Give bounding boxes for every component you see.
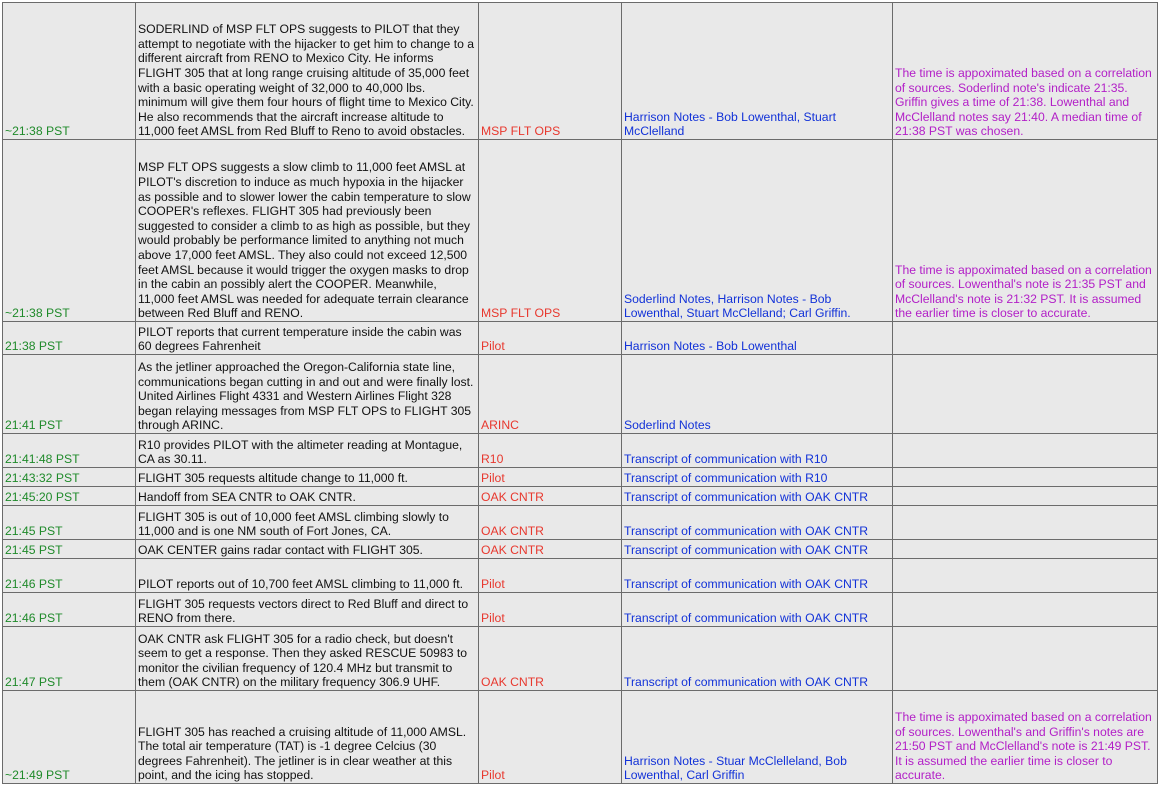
time-cell[interactable]: 21:46 PST	[3, 559, 136, 593]
source-cell[interactable]: Pilot	[479, 468, 622, 487]
reference-cell[interactable]: Transcript of communication with R10	[622, 468, 893, 487]
event-cell[interactable]: MSP FLT OPS suggests a slow climb to 11,000 feet AMSL at PILOT's discretion to induce as much hypoxia in the hijacker as possible and to slower lower the cabin temperature to slow COOPER's reflexes. FLIGHT 305 had previously been suggested to consider a climb to as high as possible, but they would probably be performance limited to anything not much above 17,000 feet AMSL. They also could not exceed 12,500 feet AMSL because it would trigger the oxygen masks to drop in the cabin an possibly alert the COOPER. Meanwhile, 11,000 feet AMSL was needed for adequate terrain clearance between Red Bluff and RENO.	[136, 140, 479, 322]
reference-cell[interactable]: Harrison Notes - Bob Lowenthal, Stuart McClelland	[622, 3, 893, 140]
note-cell[interactable]	[893, 559, 1158, 593]
event-cell[interactable]: Handoff from SEA CNTR to OAK CNTR.	[136, 487, 479, 506]
source-cell[interactable]: ARINC	[479, 355, 622, 434]
source-cell[interactable]: MSP FLT OPS	[479, 3, 622, 140]
reference-cell[interactable]: Harrison Notes - Bob Lowenthal	[622, 322, 893, 355]
reference-cell[interactable]: Transcript of communication with OAK CNTR	[622, 506, 893, 540]
time-cell[interactable]: ~21:38 PST	[3, 140, 136, 322]
time-cell[interactable]: 21:38 PST	[3, 322, 136, 355]
event-cell[interactable]: FLIGHT 305 requests altitude change to 11,000 ft.	[136, 468, 479, 487]
time-cell[interactable]: 21:45 PST	[3, 540, 136, 559]
time-cell[interactable]: 21:41:48 PST	[3, 434, 136, 468]
table-row	[3, 140, 1158, 322]
reference-cell[interactable]: Transcript of communication with OAK CNTR	[622, 487, 893, 506]
source-cell[interactable]: MSP FLT OPS	[479, 140, 622, 322]
table-row	[3, 487, 1158, 506]
source-cell[interactable]: R10	[479, 434, 622, 468]
note-cell[interactable]	[893, 355, 1158, 434]
event-cell[interactable]: OAK CENTER gains radar contact with FLIGHT 305.	[136, 540, 479, 559]
table-row	[3, 468, 1158, 487]
table-row	[3, 627, 1158, 691]
table-row	[3, 691, 1158, 784]
note-cell[interactable]	[893, 322, 1158, 355]
timeline-table	[2, 2, 1158, 784]
reference-cell[interactable]: Transcript of communication with OAK CNTR	[622, 540, 893, 559]
reference-cell[interactable]: Transcript of communication with OAK CNTR	[622, 559, 893, 593]
note-cell[interactable]	[893, 627, 1158, 691]
table-row	[3, 593, 1158, 627]
source-cell[interactable]: OAK CNTR	[479, 627, 622, 691]
time-cell[interactable]: 21:41 PST	[3, 355, 136, 434]
table-row	[3, 540, 1158, 559]
event-cell[interactable]: PILOT reports that current temperature inside the cabin was 60 degrees Fahrenheit	[136, 322, 479, 355]
note-cell[interactable]	[893, 540, 1158, 559]
event-cell[interactable]: FLIGHT 305 requests vectors direct to Red Bluff and direct to RENO from there.	[136, 593, 479, 627]
table-row	[3, 3, 1158, 140]
reference-cell[interactable]: Soderlind Notes, Harrison Notes - Bob Lowenthal, Stuart McClelland; Carl Griffin.	[622, 140, 893, 322]
source-cell[interactable]: OAK CNTR	[479, 506, 622, 540]
reference-cell[interactable]: Transcript of communication with OAK CNTR	[622, 593, 893, 627]
reference-cell[interactable]: Soderlind Notes	[622, 355, 893, 434]
event-cell[interactable]: R10 provides PILOT with the altimeter reading at Montague, CA as 30.11.	[136, 434, 479, 468]
time-cell[interactable]: ~21:38 PST	[3, 3, 136, 140]
note-cell[interactable]: The time is appoximated based on a correlation of sources. Lowenthal's note is 21:35 PST and McClelland's note is 21:32 PST. It is assumed the earlier time is closer to accurate.	[893, 140, 1158, 322]
reference-cell[interactable]: Transcript of communication with OAK CNTR	[622, 627, 893, 691]
event-cell[interactable]: As the jetliner approached the Oregon-California state line, communications began cutting in and out and were finally lost. United Airlines Flight 4331 and Western Airlines Flight 328 began relaying messages from MSP FLT OPS to FLIGHT 305 through ARINC.	[136, 355, 479, 434]
table-row	[3, 322, 1158, 355]
event-cell[interactable]: FLIGHT 305 has reached a cruising altitude of 11,000 AMSL. The total air temperature (TAT) is -1 degree Celcius (30 degrees Fahrenheit). The jetliner is in clear weather at this point, and the icing has stopped.	[136, 691, 479, 784]
time-cell[interactable]: 21:46 PST	[3, 593, 136, 627]
time-cell[interactable]: ~21:49 PST	[3, 691, 136, 784]
event-cell[interactable]: SODERLIND of MSP FLT OPS suggests to PILOT that they attempt to negotiate with the hijacker to get him to change to a different aircraft from RENO to Mexico City. He informs FLIGHT 305 that at long range cruising altitude of 35,000 feet with a basic operating weight of 32,000 to 40,000 lbs. minimum will give them four hours of flight time to Mexico City. He also recommends that the aircraft increase altitude to 11,000 feet AMSL from Red Bluff to Reno to avoid obstacles.	[136, 3, 479, 140]
table-row	[3, 506, 1158, 540]
source-cell[interactable]: OAK CNTR	[479, 540, 622, 559]
event-cell[interactable]: PILOT reports out of 10,700 feet AMSL climbing to 11,000 ft.	[136, 559, 479, 593]
reference-cell[interactable]: Transcript of communication with R10	[622, 434, 893, 468]
note-cell[interactable]	[893, 487, 1158, 506]
time-cell[interactable]: 21:45:20 PST	[3, 487, 136, 506]
note-cell[interactable]	[893, 468, 1158, 487]
note-cell[interactable]	[893, 434, 1158, 468]
time-cell[interactable]: 21:45 PST	[3, 506, 136, 540]
time-cell[interactable]: 21:47 PST	[3, 627, 136, 691]
note-cell[interactable]: The time is appoximated based on a correlation of sources. Lowenthal's and Griffin's notes are 21:50 PST and McClelland's note is 21:49 PST. It is assumed the earlier time is closer to accurate.	[893, 691, 1158, 784]
source-cell[interactable]: Pilot	[479, 593, 622, 627]
time-cell[interactable]: 21:43:32 PST	[3, 468, 136, 487]
reference-cell[interactable]: Harrison Notes - Stuar McClelleland, Bob Lowenthal, Carl Griffin	[622, 691, 893, 784]
event-cell[interactable]: FLIGHT 305 is out of 10,000 feet AMSL climbing slowly to 11,000 and is one NM south of Fort Jones, CA.	[136, 506, 479, 540]
source-cell[interactable]: OAK CNTR	[479, 487, 622, 506]
table-row	[3, 434, 1158, 468]
note-cell[interactable]	[893, 593, 1158, 627]
event-cell[interactable]: OAK CNTR ask FLIGHT 305 for a radio check, but doesn't seem to get a response. Then they asked RESCUE 50983 to monitor the civilian frequency of 120.4 MHz but transmit to them (OAK CNTR) on the military frequency 306.9 UHF.	[136, 627, 479, 691]
source-cell[interactable]: Pilot	[479, 559, 622, 593]
source-cell[interactable]: Pilot	[479, 322, 622, 355]
table-row	[3, 559, 1158, 593]
table-row	[3, 355, 1158, 434]
source-cell[interactable]: Pilot	[479, 691, 622, 784]
note-cell[interactable]: The time is appoximated based on a correlation of sources. Soderlind note's indicate 21:35. Griffin gives a time of 21:38. Lowenthal and McClelland notes say 21:40. A median time of 21:38 PST was chosen.	[893, 3, 1158, 140]
note-cell[interactable]	[893, 506, 1158, 540]
